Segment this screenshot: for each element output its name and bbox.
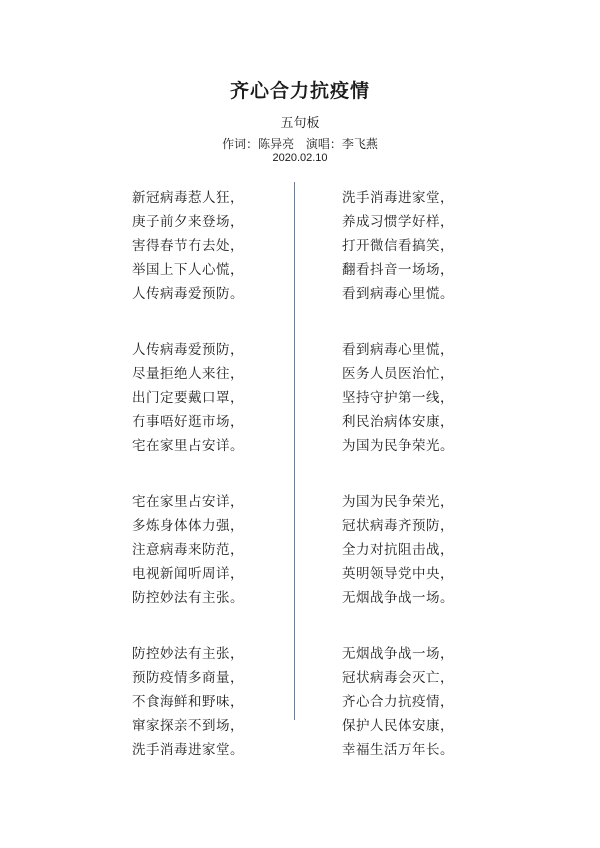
poem-line: 窜家探亲不到场，	[132, 718, 244, 734]
poem-line: 为国为民争荣光。	[342, 438, 454, 454]
poem-line: 冠状病毒齐预防，	[342, 518, 454, 534]
poem-line: 害得春节冇去处，	[132, 238, 244, 254]
poem-line: 养成习惯学好样，	[342, 214, 454, 230]
lyricist-credit: 作词：陈异亮	[222, 137, 295, 151]
poem-line: 看到病毒心里慌。	[342, 286, 454, 302]
poem-line: 注意病毒来防范，	[132, 542, 244, 558]
poem-line: 无烟战争战一场。	[342, 590, 454, 606]
stanza	[342, 490, 454, 610]
stanza	[342, 338, 454, 458]
poem-line: 洗手消毒进家堂，	[342, 190, 454, 206]
stanza	[132, 490, 244, 610]
stanza	[342, 642, 454, 762]
poem-line: 保护人民体安康，	[342, 718, 454, 734]
singer-credit: 演唱：李飞燕	[305, 137, 378, 151]
poem-line: 无烟战争战一场，	[342, 646, 454, 662]
date: 2020.02.10	[272, 152, 328, 164]
poem-line: 人传病毒爱预防。	[132, 286, 244, 302]
poem-line: 防控妙法有主张。	[132, 590, 244, 606]
poem-line: 出门定要戴口罩，	[132, 390, 244, 406]
poem-line: 庚子前夕来登场，	[132, 214, 244, 230]
poem-line: 新冠病毒惹人狂，	[132, 190, 244, 206]
poem-line: 电视新闻听周详，	[132, 566, 244, 582]
poem-line: 洗手消毒进家堂。	[132, 742, 244, 758]
stanza	[132, 338, 244, 458]
poem-line: 齐心合力抗疫情，	[342, 694, 454, 710]
poem-line: 举国上下人心慌，	[132, 262, 244, 278]
poem-line: 冇事唔好逛市场，	[132, 414, 244, 430]
poem-line: 全力对抗阻击战，	[342, 542, 454, 558]
poem-line: 冠状病毒会灭亡，	[342, 670, 454, 686]
poem-line: 翻看抖音一场场，	[342, 262, 454, 278]
poem-line: 预防疫情多商量，	[132, 670, 244, 686]
stanza	[132, 642, 244, 762]
credits	[0, 135, 600, 152]
poem-line: 看到病毒心里慌，	[342, 342, 454, 358]
poem-line: 打开微信看搞笑，	[342, 238, 454, 254]
poem-line: 不食海鲜和野味，	[132, 694, 244, 710]
stanza	[132, 186, 244, 306]
poem-line: 英明领导党中央，	[342, 566, 454, 582]
poem-line: 宅在家里占安详，	[132, 494, 244, 510]
page-title: 齐心合力抗疫情	[229, 80, 370, 102]
page-subtitle: 五句板	[280, 116, 320, 131]
stanza	[342, 186, 454, 306]
poem-line: 为国为民争荣光，	[342, 494, 454, 510]
poem-line: 尽量拒绝人来往，	[132, 366, 244, 382]
poem-line: 幸福生活万年长。	[342, 742, 454, 758]
poem-line: 宅在家里占安详。	[132, 438, 244, 454]
poem-line: 坚持守护第一线，	[342, 390, 454, 406]
left-column	[132, 186, 244, 794]
poem-line: 利民治病体安康，	[342, 414, 454, 430]
column-divider	[294, 182, 295, 720]
poem-line: 人传病毒爱预防，	[132, 342, 244, 358]
right-column	[342, 186, 454, 794]
poem-line: 医务人员医治忙，	[342, 366, 454, 382]
poem-line: 多炼身体体力强，	[132, 518, 244, 534]
poem-line: 防控妙法有主张，	[132, 646, 244, 662]
